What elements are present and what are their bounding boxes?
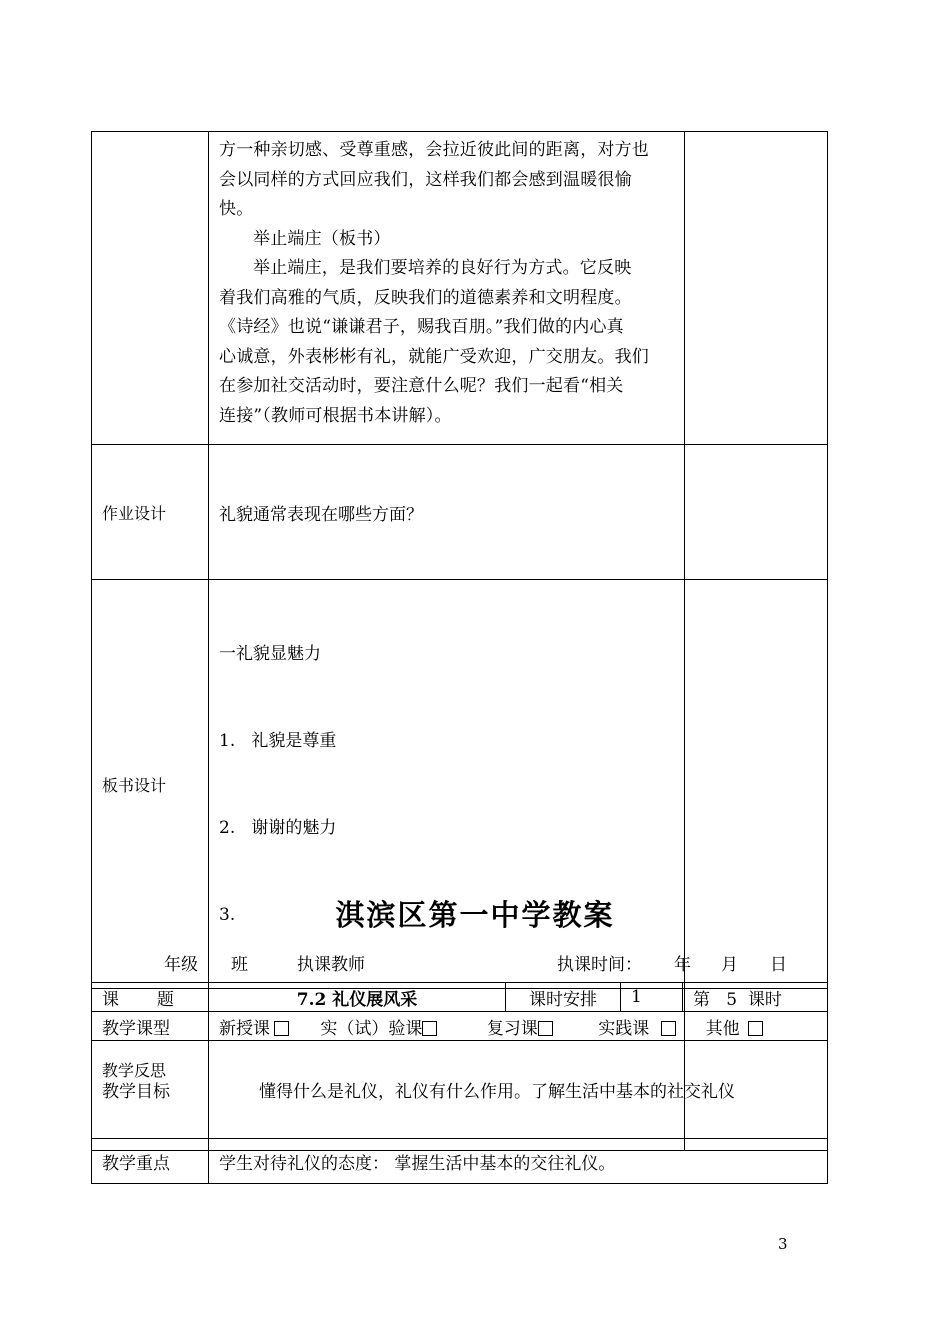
page-number: 3 [778, 1235, 788, 1253]
content-line: 心诚意，外表彬彬有礼，就能广受欢迎，广交朋友。我们 [219, 346, 649, 367]
type-option: 其他 [706, 1019, 763, 1039]
lesson-type-options [209, 1012, 828, 1041]
time-label: 执课时间： [557, 955, 642, 975]
notes-cell [685, 445, 828, 580]
focus-label: 教学重点 [92, 1139, 209, 1184]
year-label: 年 [674, 955, 691, 975]
focus-text: 学生对待礼仪的态度： 掌握生活中基本的交往礼仪。 [209, 1139, 828, 1184]
goal-label: 教学目标 [92, 1041, 209, 1139]
content-line: 在参加社交活动时，要注意什么呢？我们一起看“相关 [219, 376, 624, 396]
type-option: 新授课 [219, 1019, 289, 1039]
homework-label: 作业设计 [92, 445, 209, 580]
reflection-label: 教学反思 [92, 989, 209, 1151]
topic-value: 7.2 礼仪展风采 [209, 983, 506, 1012]
type-option: 实（试）验课 [320, 1019, 437, 1039]
month-label: 月 [721, 955, 738, 975]
homework-text: 礼貌通常表现在哪些方面？ [209, 445, 685, 580]
content-line: 方一种亲切感、受尊重感，会拉近彼此间的距离，对方也 [219, 140, 649, 160]
schedule-label: 课时安排 [506, 983, 621, 1012]
content-line: 举止端庄（板书） [253, 228, 391, 249]
teacher-label: 执课教师 [297, 955, 365, 975]
day-label: 日 [770, 955, 787, 975]
topic-label: 课 题 [92, 983, 209, 1012]
type-label: 教学课型 [92, 1012, 209, 1041]
type-option: 复习课 [487, 1019, 553, 1039]
board-line: 一礼貌显魅力 [219, 644, 321, 664]
class-label: 班 [231, 955, 248, 975]
checkbox[interactable] [748, 1021, 763, 1036]
goal-text: 懂得什么是礼仪，礼仪有什么作用。了解生活中基本的社交礼仪 [209, 1041, 828, 1139]
board-line: 2. 谢谢的魅力 [219, 818, 337, 838]
checkbox[interactable] [661, 1021, 676, 1036]
checkbox[interactable] [274, 1021, 289, 1036]
type-option: 实践课 [598, 1019, 676, 1039]
board-design-label: 板书设计 [92, 580, 209, 989]
content-line: 会以同样的方式回应我们，这样我们都会感到温暖很愉 [219, 169, 632, 190]
content-line: 着我们高雅的气质，反映我们的道德素养和文明程度。 [219, 287, 632, 308]
content-line: 举止端庄，是我们要培养的良好行为方式。它反映 [253, 258, 632, 278]
lesson-plan-table-lower [91, 982, 828, 1184]
content-line: 快。 [219, 199, 254, 219]
content-line: 《诗经》也说“谦谦君子，赐我百朋。”我们做的内心真 [219, 317, 624, 337]
teaching-process-cell [209, 132, 685, 445]
grade-label: 年级 [164, 955, 198, 975]
page-title: 淇滨区第一中学教案 [335, 898, 615, 932]
checkbox[interactable] [422, 1021, 437, 1036]
content-line: 连接”（教师可根据书本讲解）。 [219, 405, 452, 426]
empty-label-cell [92, 132, 209, 445]
board-line: 1. 礼貌是尊重 [219, 731, 337, 751]
lesson-number: 第 5 课时 [683, 983, 828, 1012]
notes-cell [685, 132, 828, 445]
schedule-value: 1 [621, 983, 683, 1012]
board-line: 3. [219, 905, 236, 925]
checkbox[interactable] [538, 1021, 553, 1036]
